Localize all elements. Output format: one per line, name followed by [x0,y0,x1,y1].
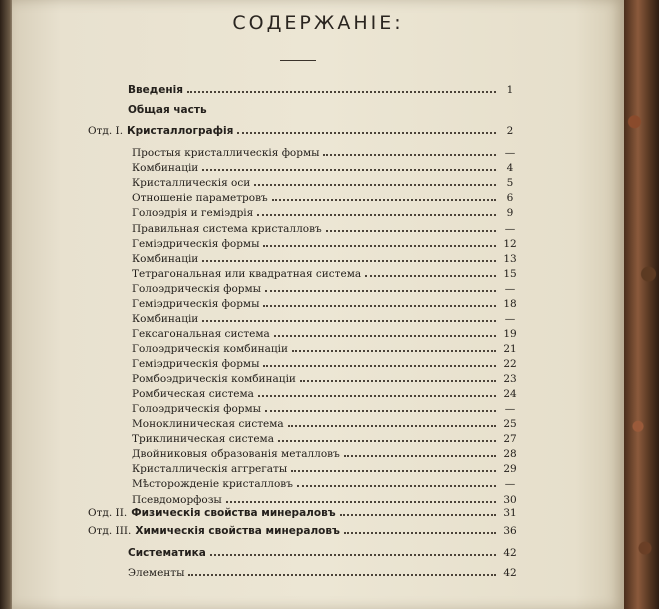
toc-entry-title: Комбинацiи [132,313,199,325]
toc-page-number: 1 [506,84,514,96]
dot-leader [278,439,496,442]
toc-entry[interactable] [132,444,520,460]
toc-entry-title: Элементы [128,567,185,579]
toc-entry-title: Кристаллическiя аггрегаты [132,463,288,475]
toc-entry[interactable] [132,459,520,475]
toc-page-number: — [504,313,516,325]
toc-entry[interactable] [132,264,520,280]
dot-leader [263,304,496,307]
toc-entry-title: Голоэдрическiя формы [132,283,262,295]
toc-entry[interactable] [132,203,520,219]
toc-entry[interactable] [132,414,520,430]
toc-entry-title: Голоэдрическiя комбинацiи [132,343,288,355]
toc-entry[interactable] [128,80,520,96]
dot-leader [291,469,496,472]
toc-entry-title: Гемiэдрическiя формы [132,298,260,310]
toc-entry-title: Введенiя [128,84,183,96]
toc-entry-title: Химическiя свойства минераловъ [135,525,340,537]
dot-leader [263,364,496,367]
toc-entry-title: Ромбическая система [132,388,254,400]
toc-page-number: 28 [503,448,517,460]
toc-entry[interactable] [132,324,520,340]
toc-entry[interactable] [132,173,520,189]
dot-leader [254,183,496,186]
toc-entry[interactable] [132,309,520,325]
toc-page-number: 42 [503,547,517,559]
toc-page-number: 4 [506,162,514,174]
toc-entry-title: Кристаллографiя [127,125,234,137]
dot-leader [344,454,496,457]
dot-leader [188,573,496,576]
toc-entry-title: Триклиническая система [132,433,274,445]
toc-section-number: Отд. II. [88,507,128,519]
dot-leader [210,553,496,556]
toc-entry[interactable] [132,188,520,204]
toc-entry[interactable] [132,158,520,174]
dot-leader [326,229,496,232]
toc-entry[interactable] [132,384,520,400]
toc-entry-title: Физическiя свойства минераловъ [131,507,336,519]
dot-leader [365,274,496,277]
toc-entry-title: Гемiэдрическiя формы [132,238,260,250]
marbled-cover-edge [624,0,659,609]
toc-page-number: 12 [503,238,517,250]
toc-entry[interactable] [132,219,520,235]
dot-leader [263,244,496,247]
toc-entry[interactable] [128,563,520,579]
dot-leader [257,213,496,216]
toc-page-number: 19 [503,328,517,340]
toc-page-number: 42 [503,567,517,579]
toc-page-number: 6 [506,192,514,204]
toc-page-number: 21 [503,343,517,355]
title-divider [280,60,316,61]
toc-entry-title: Псевдоморфозы [132,494,222,506]
dot-leader [202,168,496,171]
toc-section-number: Отд. III. [88,525,132,537]
dot-leader [265,409,496,412]
dot-leader [340,513,496,516]
toc-page-number: 31 [503,507,517,519]
toc-page-number: — [504,403,516,415]
toc-page-number: — [504,223,516,235]
toc-page-number: 15 [503,268,517,280]
toc-entry[interactable] [132,369,520,385]
toc-entry-title: Гемiэдрическiя формы [132,358,260,370]
dot-leader [202,319,496,322]
dot-leader [272,198,496,201]
toc-entry-title: Комбинацiи [132,162,199,174]
toc-page-number: 27 [503,433,517,445]
toc-page-number: — [504,147,516,159]
toc-entry-title: Общая часть [128,104,207,116]
toc-page-number: 29 [503,463,517,475]
toc-entry[interactable] [88,521,520,537]
dot-leader [187,90,496,93]
toc-page-number: 30 [503,494,517,506]
dot-leader [258,394,496,397]
toc-entry-title: Гексагональная система [132,328,270,340]
toc-entry-title: Простыя кристаллическiя формы [132,147,320,159]
toc-page-number: 9 [506,207,514,219]
toc-entry-title: Ромбоэдрическiя комбинацiи [132,373,296,385]
toc-entry-title: Отношенiе параметровъ [132,192,268,204]
dot-leader [292,349,496,352]
toc-entry-title: Тетрагональная или квадратная система [132,268,362,280]
dot-leader [288,424,496,427]
toc-page-number: 18 [503,298,517,310]
toc-page-number: 23 [503,373,517,385]
toc-entry-title: Мѣсторожденiе кристалловъ [132,478,293,490]
toc-page-number: 36 [503,525,517,537]
toc-page-number: — [504,478,516,490]
toc-entry[interactable] [132,399,520,415]
toc-entry-title: Систематика [128,547,206,559]
dot-leader [265,289,496,292]
toc-entry-title: Кристаллическiя оси [132,177,251,189]
toc-page-number: 13 [503,253,517,265]
toc-page-number: 24 [503,388,517,400]
dot-leader [211,112,496,113]
dot-leader [237,131,496,134]
toc-entry[interactable] [128,100,520,116]
toc-entry-title: Моноклиническая система [132,418,284,430]
toc-entry[interactable] [128,543,520,559]
toc-page-number: 22 [503,358,517,370]
dot-leader [344,531,496,534]
dot-leader [297,484,496,487]
toc-entry[interactable] [132,143,520,159]
toc-entry[interactable] [132,339,520,355]
toc-entry[interactable] [132,429,520,445]
toc-entry[interactable] [132,279,520,295]
toc-page-number: 5 [506,177,514,189]
toc-entry[interactable] [132,294,520,310]
book-page [12,0,624,609]
toc-entry[interactable] [88,503,520,519]
toc-entry-title: Голоэдрическiя формы [132,403,262,415]
toc-page-number: 25 [503,418,517,430]
toc-page-number: 2 [506,125,514,137]
dot-leader [202,259,496,262]
toc-section-number: Отд. I. [88,125,124,137]
toc-page-number: — [504,283,516,295]
toc-entry[interactable] [132,249,520,265]
toc-entry-title: Правильная система кристалловъ [132,223,322,235]
toc-entry-title: Голоэдрiя и гемiэдрiя [132,207,254,219]
toc-entry[interactable] [132,354,520,370]
toc-entry[interactable] [132,234,520,250]
toc-entry-title: Двойниковыя образованiя металловъ [132,448,340,460]
toc-entry[interactable] [88,121,520,137]
toc-entry-title: Комбинацiи [132,253,199,265]
dot-leader [274,334,496,337]
dot-leader [300,379,496,382]
dot-leader [323,153,496,156]
toc-entry[interactable] [132,474,520,490]
page-title: СОДЕРЖАНIЕ: [232,12,404,34]
